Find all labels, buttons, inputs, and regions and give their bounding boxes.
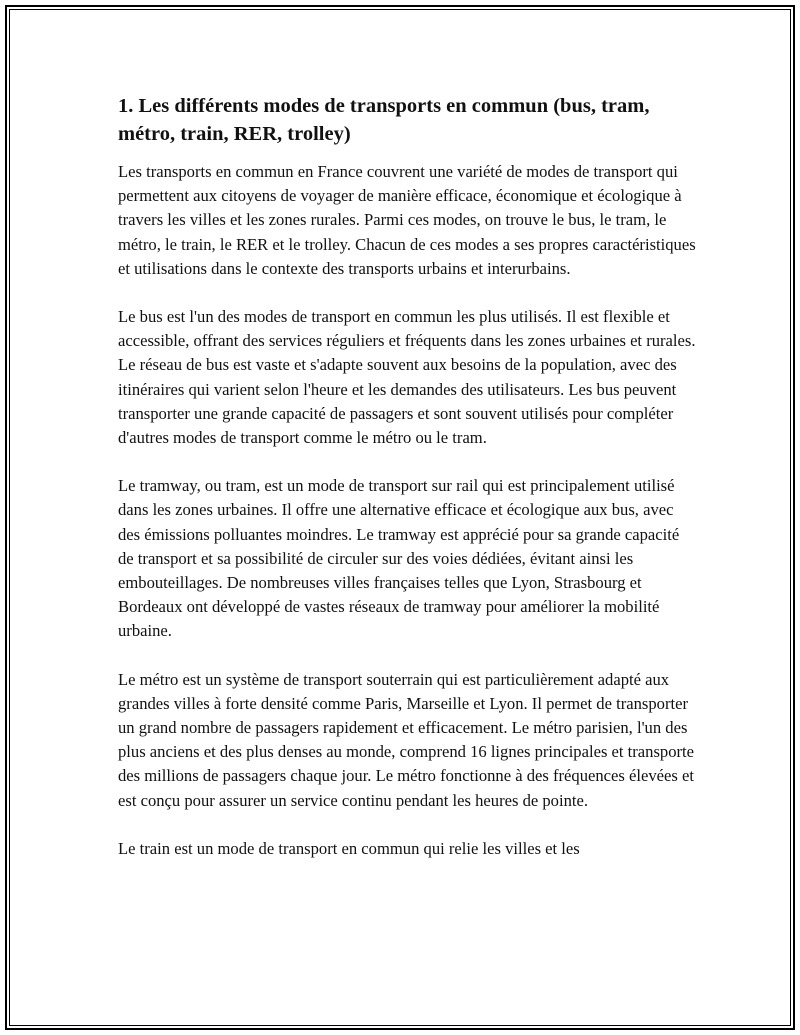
paragraph-train: Le train est un mode de transport en commun qui relie les villes et les	[118, 838, 580, 858]
paragraph-metro: Le métro est un système de transport souterrain qui est particulièrement adapté aux grandes villes à forte densité comme Paris, Marseille et Lyon. Il permet de transporter un grand nombre de passagers rapidement et efficacement. Le métro parisien, l'un des plus anciens et des plus denses au monde, comprend 16 lignes principales et transporte des millions de passagers chaque jour. Le métro fonctionne à des fréquences élevées et est conçu pour assurer un service continu pendant les heures de pointe.	[118, 669, 695, 810]
section-heading: 1. Les différents modes de transports en commun (bus, tram, métro, train, RER, trolley)	[118, 95, 650, 145]
paragraph-intro: Les transports en commun en France couvrent une variété de modes de transport qui permettent aux citoyens de voyager de manière efficace, économique et écologique à travers les villes et les zones rurales. Parmi ces modes, on trouve le bus, le tram, le métro, le train, le RER et le trolley. Chacun de ces modes a ses propres caractéristiques et utilisations dans le contexte des transports urbains et interurbains.	[118, 162, 696, 278]
document-body	[118, 92, 698, 885]
paragraph-bus: Le bus est l'un des modes de transport en commun les plus utilisés. Il est flexible et accessible, offrant des services réguliers et fréquents dans les zones urbaines et rurales. Le réseau de bus est vaste et s'adapte souvent aux besoins de la population, avec des itinéraires qui varient selon l'heure et les demandes des utilisateurs. Les bus peuvent transporter une grande capacité de passagers et sont souvent utilisés pour compléter d'autres modes de transport comme le métro ou le tram.	[118, 307, 696, 448]
paragraph-tram: Le tramway, ou tram, est un mode de transport sur rail qui est principalement utilisé dans les zones urbaines. Il offre une alternative efficace et écologique aux bus, avec des émissions polluantes moindres. Le tramway est apprécié pour sa grande capacité de transport et sa possibilité de circuler sur des voies dédiées, évitant ainsi les embouteillages. De nombreuses villes françaises telles que Lyon, Strasbourg et Bordeaux ont développé de vastes réseaux de tramway pour améliorer la mobilité urbaine.	[118, 476, 680, 641]
